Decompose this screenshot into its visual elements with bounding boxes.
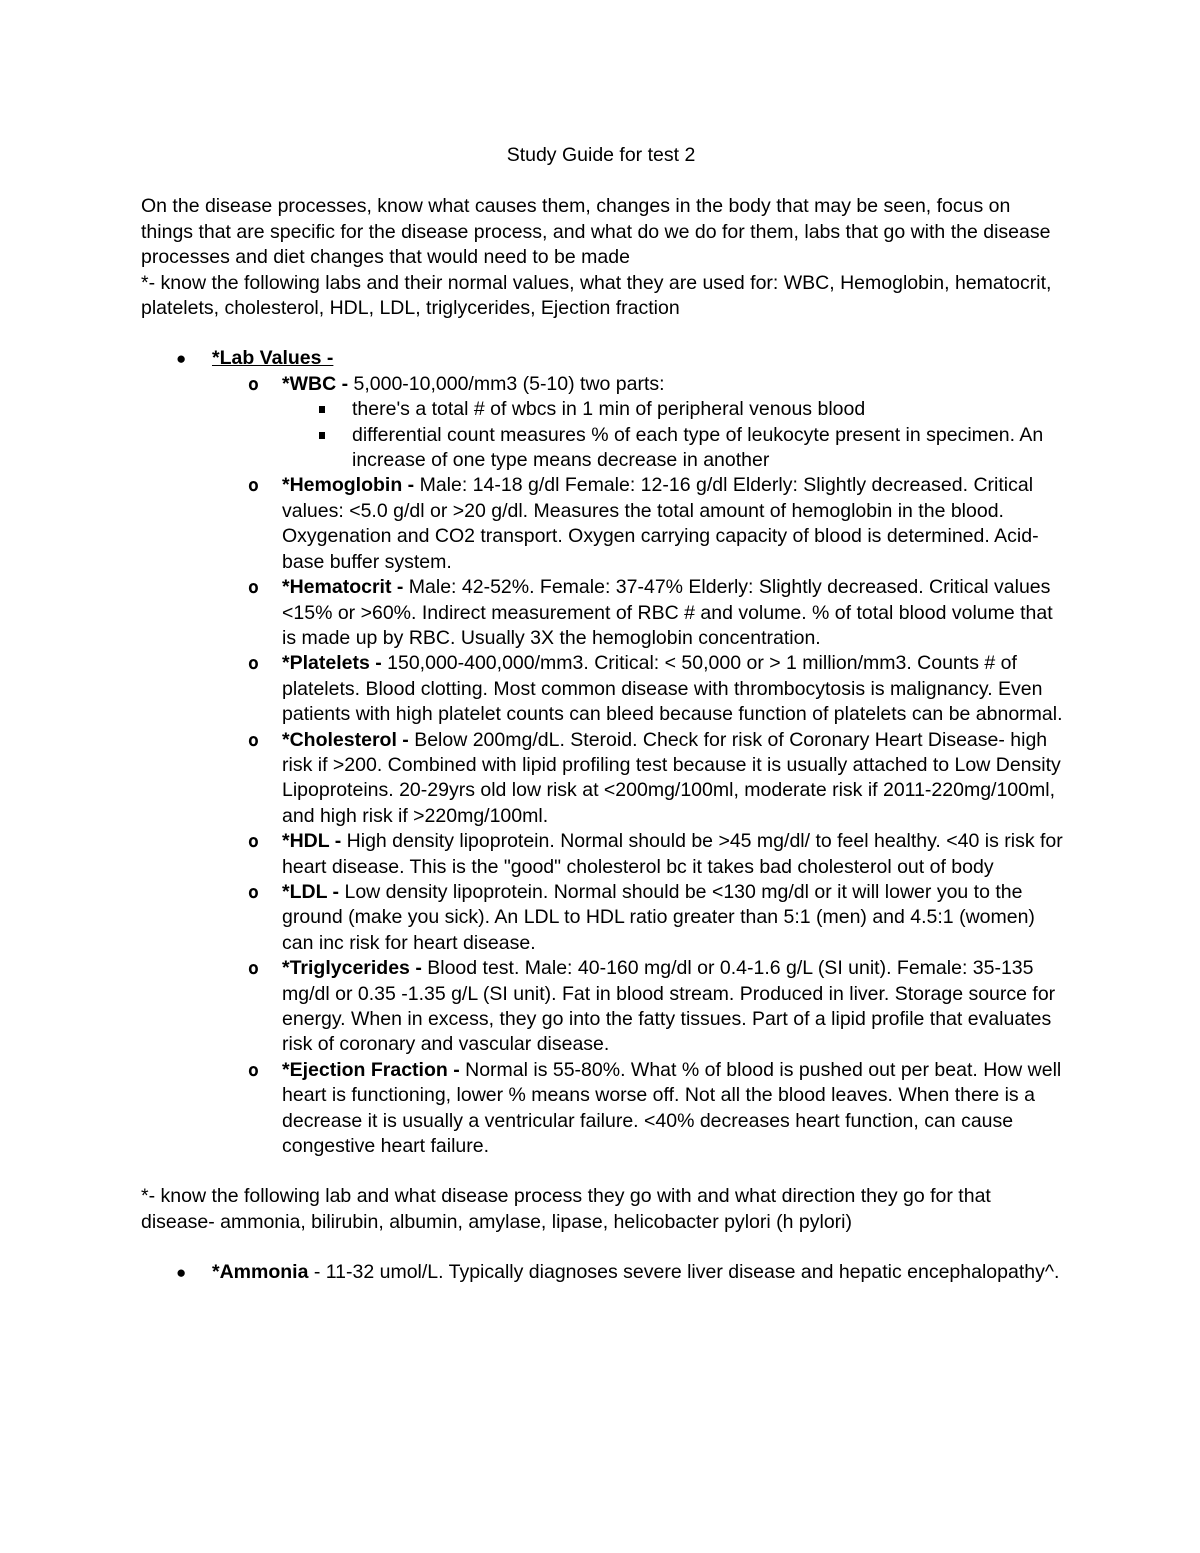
bullet-o-icon: o — [248, 475, 259, 497]
bullet-o-icon: o — [248, 1059, 259, 1081]
lab-text: - 11-32 umol/L. Typically diagnoses severe liver disease and hepatic encephalopathy^. — [308, 1261, 1060, 1284]
lab-item-wbc — [141, 372, 1066, 397]
wbc-part-text: differential count measures % of each type of leukocyte present in specimen. An increase of one type means decrease in another — [352, 423, 1044, 472]
lab-text: Male: 42-52%. Female: 37-47% Elderly: Slightly decreased. Critical values <15% or >60%. Indirect measurement of RBC # and volume. % of total blood volume that is made up by RBC. Usually 3X the hemoglobin concentration. — [282, 576, 1053, 649]
lab-item-platelets — [141, 651, 1066, 727]
lab-name: *LDL - — [282, 880, 345, 903]
bullet-o-icon: o — [248, 831, 259, 853]
lab-item-hdl — [141, 829, 1066, 880]
lab-text: 150,000-400,000/mm3. Critical: < 50,000 or > 1 million/mm3. Counts # of platelets. Blood clotting. Most common disease with thrombocytosis is malignancy. Even patients with high platelet counts can bleed because function of platelets can be abnormal. — [282, 652, 1063, 726]
lab-name: *Platelets - — [282, 652, 388, 675]
lab-item-cholesterol — [141, 728, 1066, 830]
lab-item-ldl — [141, 880, 1066, 956]
lab-text: Blood test. Male: 40-160 mg/dl or 0.4-1.6 g/L (SI unit). Female: 35-135 mg/dl or 0.35 -1.35 g/L (SI unit). Fat in blood stream. Produced in liver. Storage source for energy. When in excess, they go into the fatty tissues. Part of a lipid profile that evaluates risk of coronary and vascular disease. — [282, 957, 1056, 1056]
document-body — [141, 143, 1066, 1286]
lab-name: *Hematocrit - — [282, 576, 409, 599]
wbc-part-text: there's a total # of wbcs in 1 min of peripheral venous blood — [352, 398, 866, 421]
lab-text: Low density lipoprotein. Normal should be <130 mg/dl or it will lower you to the ground (make you sick). An LDL to HDL ratio greater than 5:1 (men) and 4.5:1 (women) can inc risk for heart disease. — [282, 880, 1035, 954]
lab-name: *HDL - — [282, 830, 347, 853]
lab-values-item — [141, 346, 1066, 371]
lab-item-ejection-fraction — [141, 1058, 1066, 1160]
lab-text: Normal is 55-80%. What % of blood is pushed out per beat. How well heart is functioning, lower % means worse off. Not all the blood leaves. When there is a decrease it is usually a ventricular failure. <40% decreases heart function, can cause congestive heart failure. — [282, 1058, 1062, 1158]
bullet-square-icon — [319, 432, 325, 439]
lab-name: *Ammonia — [212, 1261, 309, 1284]
disease-lab-list — [141, 1260, 1066, 1285]
lab-name: *Hemoglobin - — [282, 474, 420, 497]
wbc-part — [141, 397, 1066, 422]
bullet-o-icon: o — [248, 958, 259, 980]
lab-name: *WBC - — [282, 372, 354, 395]
lab-text: 5,000-10,000/mm3 (5-10) two parts: — [353, 372, 665, 395]
lab-name: *Cholesterol - — [282, 728, 415, 751]
lab-text: High density lipoprotein. Normal should be >45 mg/dl/ to feel healthy. <40 is risk for heart disease. This is the "good" cholesterol bc it takes bad cholesterol out of body — [282, 830, 1063, 878]
bullet-o-icon: o — [248, 373, 259, 395]
bullet-disc-icon: ● — [176, 349, 187, 369]
lab-item-ammonia — [141, 1260, 1066, 1285]
bullet-o-icon: o — [248, 881, 259, 903]
lab-name: *Ejection Fraction - — [282, 1058, 466, 1081]
disease-instruction: *- know the following lab and what disease process they go with and what direction they go for that disease- ammonia, bilirubin, albumin, amylase, lipase, helicobacter pylori (h pylori) — [141, 1185, 991, 1233]
page-title: Study Guide for test 2 — [506, 144, 696, 166]
labs-instruction: *- know the following labs and their normal values, what they are used for: WBC, Hemoglobin, hematocrit, platelets, cholesterol, HDL, LDL, triglycerides, Ejection fraction — [141, 271, 1052, 320]
bullet-square-icon — [319, 406, 325, 413]
lab-item-hematocrit — [141, 575, 1066, 651]
wbc-part — [141, 423, 1066, 474]
lab-name: *Triglycerides - — [282, 957, 428, 980]
bullet-o-icon: o — [248, 577, 259, 599]
lab-text: Male: 14-18 g/dl Female: 12-16 g/dl Elderly: Slightly decreased. Critical values: <5.0 g/dl or >20 g/dl. Measures the total amount of hemoglobin in the blood. Oxygenation and CO2 transport. Oxygen carrying capacity of blood is determined. Acid-base buffer system. — [282, 474, 1039, 573]
lab-item-hemoglobin — [141, 473, 1066, 575]
lab-values-heading: *Lab Values - — [212, 347, 334, 370]
bullet-o-icon: o — [248, 653, 259, 675]
lab-values-list — [141, 346, 1066, 1159]
lab-item-triglycerides — [141, 956, 1066, 1058]
bullet-disc-icon: ● — [176, 1263, 187, 1283]
intro-paragraph: On the disease processes, know what causes them, changes in the body that may be seen, focus on things that are specific for the disease process, and what do we do for them, labs that go with the disease processes and diet changes that would need to be made — [141, 195, 1051, 269]
lab-text: Below 200mg/dL. Steroid. Check for risk of Coronary Heart Disease- high risk if >200. Combined with lipid profiling test because it is usually attached to Low Density Lipoproteins. 20-29yrs old low risk at <200mg/100ml, moderate risk if 2011-220mg/100ml, and high risk if >220mg/100ml. — [282, 728, 1061, 827]
bullet-o-icon: o — [248, 729, 259, 751]
